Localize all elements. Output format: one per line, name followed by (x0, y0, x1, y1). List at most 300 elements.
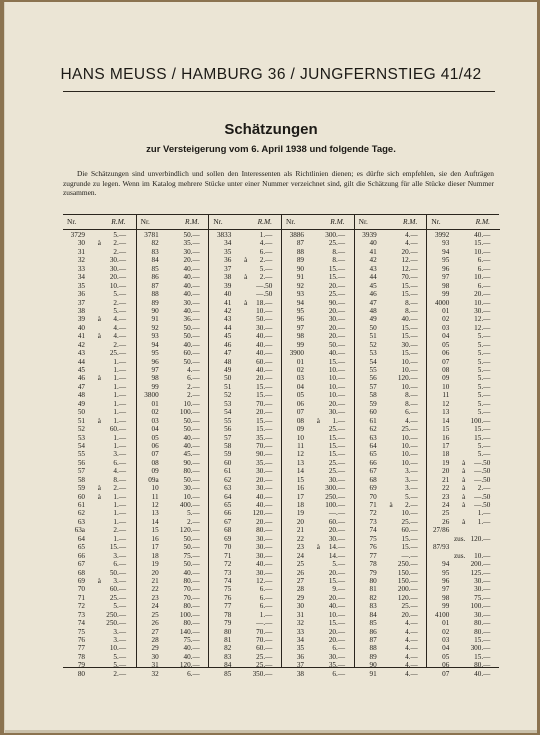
table-row (137, 543, 210, 551)
lot-number: 68 (77, 568, 85, 577)
lot-number: 90 (296, 264, 304, 273)
estimate-value: —.50 (474, 492, 491, 501)
estimate-value: 40.— (256, 501, 273, 509)
estimate-value: 1.— (113, 433, 126, 442)
lot-number: 21 (442, 475, 450, 484)
estimate-value: 10.— (401, 509, 418, 518)
lot-number: 30 (151, 652, 159, 661)
column-header (355, 215, 428, 230)
table-row (282, 315, 355, 323)
table-row (427, 256, 500, 264)
estimate-value: 5.— (113, 290, 126, 299)
estimate-value: 4.— (405, 627, 418, 636)
estimate-value: 2.— (477, 484, 491, 493)
table-row (355, 501, 428, 509)
lot-number: 02 (442, 627, 450, 636)
estimate-value: 50.— (183, 416, 200, 425)
table-row (209, 619, 282, 627)
table-row (427, 307, 500, 315)
estimate-value: 60.— (109, 425, 126, 434)
table-row (209, 493, 282, 501)
lot-number: 01 (296, 357, 304, 366)
table-row (355, 450, 428, 458)
estimate-value: 4.— (113, 315, 126, 324)
table-row (137, 509, 210, 517)
table-row (209, 434, 282, 442)
table-row (137, 594, 210, 602)
table-row (355, 661, 428, 669)
lot-number: 02 (296, 366, 304, 374)
table-row (63, 619, 136, 627)
lot-number: 26 (151, 619, 159, 628)
estimate-value: 25.— (328, 458, 345, 467)
lot-number: 41 (77, 332, 85, 341)
estimate-value: 40.— (256, 340, 273, 349)
table-row (209, 653, 282, 661)
table-row (137, 307, 210, 315)
estimate-value: 40.— (256, 332, 273, 341)
lot-number: 99 (296, 340, 304, 349)
table-row (209, 535, 282, 543)
lot-number: 17 (296, 492, 304, 501)
lot-number: 39 (77, 315, 85, 324)
table-row (355, 434, 428, 442)
table-row (137, 670, 210, 678)
table-row (355, 442, 428, 450)
lot-number: 66 (224, 509, 232, 518)
lot-number: 92 (151, 323, 159, 332)
estimate-value: 5.— (477, 332, 491, 341)
table-row (355, 239, 428, 247)
table-row (137, 400, 210, 408)
table-row (63, 442, 136, 450)
table-row (282, 239, 355, 247)
table-row (282, 374, 355, 382)
estimate-value: 2.— (113, 526, 126, 535)
estimate-value: 3.— (113, 627, 126, 636)
table-row (355, 518, 428, 526)
table-row (355, 594, 428, 602)
lot-number: 69 (77, 576, 85, 585)
lot-number: 40 (224, 290, 232, 299)
table-row (63, 315, 136, 323)
estimate-value: 2.— (113, 669, 126, 678)
lot-number: 61 (77, 501, 85, 509)
estimate-value: 20.— (256, 475, 273, 484)
estimate-value: 80.— (183, 619, 200, 628)
lot-number: 33 (296, 627, 304, 636)
table-row (355, 602, 428, 610)
lot-number: 4100 (434, 610, 450, 619)
lot-number: 75 (369, 534, 377, 543)
table-row (282, 383, 355, 391)
lot-number: 35 (224, 247, 232, 256)
estimate-value: 20.— (328, 323, 345, 332)
lot-number: 63 (369, 433, 377, 442)
table-row (63, 349, 136, 357)
estimate-value: 350.— (252, 669, 273, 678)
lot-number: 85 (369, 619, 377, 628)
lot-number: 05 (296, 391, 304, 400)
estimate-value: 15.— (401, 534, 418, 543)
lot-number: 84 (224, 661, 232, 670)
lot-number: 85 (151, 264, 159, 273)
estimate-value: 10.— (401, 458, 418, 467)
estimate-value: 6.— (332, 669, 345, 678)
estimate-value: 30.— (183, 484, 200, 493)
lot-number: 44 (224, 323, 232, 332)
table-row (209, 442, 282, 450)
lot-number: 15 (296, 475, 304, 484)
lot-number: 88 (151, 290, 159, 299)
estimate-value: 20.— (328, 593, 345, 602)
table-row (355, 493, 428, 501)
estimate-value: 30.— (183, 247, 200, 256)
table-row (137, 425, 210, 433)
table-row (137, 602, 210, 610)
lot-number: 63a (74, 526, 85, 535)
lot-number: 60 (369, 408, 377, 417)
lot-number: 3900 (289, 349, 304, 358)
lot-number: 31 (151, 661, 159, 670)
table-row (355, 560, 428, 568)
nr-header: Nr. (140, 217, 150, 226)
lot-number: 50 (77, 408, 85, 417)
estimate-value: 5.— (113, 306, 126, 315)
estimate-value: 30.— (256, 543, 273, 552)
lot-number: 73 (224, 568, 232, 577)
lot-number: 07 (151, 450, 159, 459)
lot-number: 78 (77, 652, 85, 661)
estimate-value: 70.— (401, 273, 418, 282)
table-row (209, 239, 282, 247)
table-row (209, 265, 282, 273)
estimate-column (281, 215, 355, 678)
lot-number: 43 (77, 349, 85, 358)
estimate-value: 20.— (256, 374, 273, 383)
table-row (355, 273, 428, 281)
lot-number: 20 (151, 568, 159, 577)
price-prefix: à (97, 576, 101, 585)
estimate-value: 70.— (256, 627, 273, 636)
estimate-value: 70.— (256, 399, 273, 408)
lot-number: 36 (77, 290, 85, 299)
estimate-value: 40.— (256, 349, 273, 358)
lot-number: 58 (77, 475, 85, 484)
estimate-value: 5.— (477, 349, 491, 358)
estimate-value: 1.— (477, 509, 491, 518)
estimate-value: 40.— (256, 492, 273, 501)
estimate-value: 10.— (401, 357, 418, 366)
lot-number: 65 (77, 543, 85, 552)
estimate-value: 30.— (474, 306, 491, 315)
lot-number: 57 (77, 467, 85, 476)
lot-number: 73 (369, 517, 377, 526)
lot-number: 56 (369, 374, 377, 383)
price-prefix: à (462, 458, 466, 467)
estimate-value: 70.— (256, 636, 273, 644)
lot-number: 38 (296, 669, 304, 678)
lot-number: 55 (369, 366, 377, 374)
table-row (137, 493, 210, 501)
table-row (355, 467, 428, 475)
lot-number: 56 (224, 425, 232, 434)
estimate-value: 30.— (183, 298, 200, 307)
table-row (63, 493, 136, 501)
estimate-value: 10.— (474, 247, 491, 256)
lot-number: 46 (369, 290, 377, 299)
estimate-value: 25.— (256, 661, 273, 670)
table-row (282, 518, 355, 526)
lot-number: 81 (369, 585, 377, 594)
lot-number: 82 (369, 593, 377, 602)
lot-number: 96 (296, 315, 304, 324)
table-row (427, 670, 500, 678)
estimate-value: 50.— (183, 534, 200, 543)
estimate-value: 20.— (328, 636, 345, 644)
table-row (63, 332, 136, 340)
estimate-value: 5.— (477, 374, 491, 383)
table-row (282, 543, 355, 551)
table-row (282, 526, 355, 534)
table-row (282, 611, 355, 619)
table-row (209, 585, 282, 593)
lot-number: 3800 (144, 391, 159, 400)
table-row (209, 408, 282, 416)
table-row (282, 324, 355, 332)
table-row (209, 248, 282, 256)
table-row (137, 282, 210, 290)
table-row (427, 476, 500, 484)
estimate-value: 15.— (401, 349, 418, 358)
table-row (63, 644, 136, 652)
lot-number: 42 (224, 306, 232, 315)
estimate-value: 5.— (477, 382, 491, 391)
estimate-value: 4.— (113, 332, 126, 341)
estimate-value: 15.— (328, 273, 345, 282)
estimate-value: 6.— (259, 585, 273, 594)
lot-number: 42 (369, 256, 377, 265)
lot-number: 52 (224, 391, 232, 400)
table-row (355, 299, 428, 307)
table-row (427, 425, 500, 433)
lot-number: 76 (77, 636, 85, 644)
estimate-value: 75.— (183, 551, 200, 560)
estimate-value: 8.— (332, 247, 345, 256)
lot-number: 53 (224, 399, 232, 408)
lot-number: 16 (442, 433, 450, 442)
table-row (137, 256, 210, 264)
estimate-value: 6.— (259, 593, 273, 602)
table-row (427, 408, 500, 416)
lot-number: 65 (369, 450, 377, 459)
estimate-value: 60.— (401, 526, 418, 535)
lot-number: 14 (151, 517, 159, 526)
table-row (63, 611, 136, 619)
lot-number: 72 (224, 560, 232, 569)
estimate-value: 1.— (113, 391, 126, 400)
estimate-value: 36.— (183, 315, 200, 324)
nr-header: Nr. (431, 217, 441, 226)
estimate-value: 5.— (113, 661, 126, 670)
estimate-value: 50.— (183, 475, 200, 484)
table-row (282, 653, 355, 661)
estimate-value: 4.— (405, 669, 418, 678)
estimate-value: 1.— (113, 416, 126, 425)
lot-number: 18 (151, 551, 159, 560)
estimate-value: 10.— (401, 366, 418, 374)
lot-number: 31 (296, 610, 304, 619)
lot-number: 66 (369, 458, 377, 467)
estimate-value: 8.— (332, 256, 345, 265)
lot-number: 03 (442, 636, 450, 644)
table-row (137, 644, 210, 652)
lot-number: 99 (442, 290, 450, 299)
estimate-value: 40.— (183, 306, 200, 315)
nr-header: Nr. (286, 217, 296, 226)
table-row (137, 653, 210, 661)
estimate-value: 30.— (256, 568, 273, 577)
table-row (209, 459, 282, 467)
estimate-value: 8.— (405, 399, 418, 408)
lot-number: 36 (224, 256, 232, 265)
table-row (427, 383, 500, 391)
estimate-value: 5.— (477, 340, 491, 349)
estimate-value: 25.— (328, 467, 345, 476)
estimate-value: 8.— (405, 391, 418, 400)
estimate-value: 30.— (474, 585, 491, 594)
estimate-value: 10.— (328, 374, 345, 383)
table-row (209, 661, 282, 669)
price-prefix: zus. (453, 551, 466, 560)
lot-number: 63 (77, 517, 85, 526)
estimate-value: 20.— (256, 408, 273, 417)
table-row (355, 265, 428, 273)
estimate-value: 1.— (113, 399, 126, 408)
estimate-value: 8.— (405, 298, 418, 307)
estimate-value: 4.— (405, 652, 418, 661)
estimate-value: 80.— (183, 576, 200, 585)
estimate-value: 40.— (256, 366, 273, 374)
table-row (282, 467, 355, 475)
table-row (427, 341, 500, 349)
table-row (63, 391, 136, 399)
lot-number: 45 (77, 366, 85, 374)
lot-number: 30 (296, 602, 304, 611)
estimate-value: 50.— (183, 357, 200, 366)
estimate-value: 120.— (397, 593, 418, 602)
estimate-value: 35.— (328, 661, 345, 670)
estimate-value: 50.— (183, 231, 200, 239)
lot-number: 90 (151, 306, 159, 315)
table-row (355, 417, 428, 425)
estimate-value: 20.— (328, 332, 345, 341)
estimate-value: 1.— (113, 408, 126, 417)
lot-number: 12 (296, 450, 304, 459)
estimate-value: 50.— (183, 543, 200, 552)
lot-number: 84 (151, 256, 159, 265)
estimate-value: 15.— (474, 652, 491, 661)
estimate-value: 10.— (401, 433, 418, 442)
estimate-value: 120.— (252, 509, 273, 518)
lot-number: 08 (442, 366, 450, 374)
lot-number: 34 (77, 273, 85, 282)
lot-number: 54 (224, 408, 232, 417)
table-row (63, 552, 136, 560)
estimate-value: 10.— (474, 273, 491, 282)
table-row (137, 661, 210, 669)
lot-number: 04 (151, 425, 159, 434)
estimate-column (354, 215, 428, 678)
lot-number: 68 (369, 475, 377, 484)
lot-number: 71 (77, 593, 85, 602)
lot-number: 40 (77, 323, 85, 332)
lot-number: 25 (442, 509, 450, 518)
table-row (427, 374, 500, 382)
lot-number: 59 (77, 484, 85, 493)
lot-number: 11 (151, 492, 159, 501)
table-row (282, 552, 355, 560)
table-row (282, 231, 355, 239)
lot-number: 37 (296, 661, 304, 670)
lot-number: 71 (369, 501, 377, 509)
estimate-value: 40.— (474, 231, 491, 239)
lot-number: 84 (369, 610, 377, 619)
estimate-value: 40.— (183, 568, 200, 577)
table-row (282, 391, 355, 399)
estimate-value: 2.— (187, 391, 200, 400)
table-row (63, 628, 136, 636)
table-row (137, 467, 210, 475)
table-row (427, 442, 500, 450)
table-row (427, 391, 500, 399)
table-row (137, 484, 210, 492)
estimate-value: 1.— (113, 374, 126, 383)
estimate-value: 40.— (183, 441, 200, 450)
lot-number: 37 (77, 298, 85, 307)
table-row (63, 307, 136, 315)
estimate-value: 50.— (183, 560, 200, 569)
estimate-value: 80.— (474, 661, 491, 670)
estimate-value: 50.— (109, 568, 126, 577)
table-row (209, 366, 282, 374)
estimate-value: —.— (401, 551, 418, 560)
column-header (63, 215, 136, 230)
estimate-value: 10.— (328, 610, 345, 619)
table-row (355, 332, 428, 340)
estimate-value: 2.— (259, 273, 273, 282)
estimate-value: 10.— (401, 382, 418, 391)
lot-number: 95 (151, 349, 159, 358)
estimate-column (63, 215, 136, 678)
estimate-value: 100.— (179, 408, 200, 417)
table-row (137, 341, 210, 349)
table-row (282, 273, 355, 281)
table-row (209, 299, 282, 307)
lot-number: 59 (224, 450, 232, 459)
table-row (355, 366, 428, 374)
table-row (209, 636, 282, 644)
lot-number: 21 (296, 526, 304, 535)
lot-number: 3939 (362, 231, 377, 239)
table-row (137, 560, 210, 568)
estimate-value: 25.— (109, 349, 126, 358)
lot-number: 83 (151, 247, 159, 256)
price-prefix: à (97, 239, 101, 248)
price-prefix: à (462, 501, 466, 509)
estimate-value: 30.— (474, 610, 491, 619)
lot-number: 09 (442, 374, 450, 383)
